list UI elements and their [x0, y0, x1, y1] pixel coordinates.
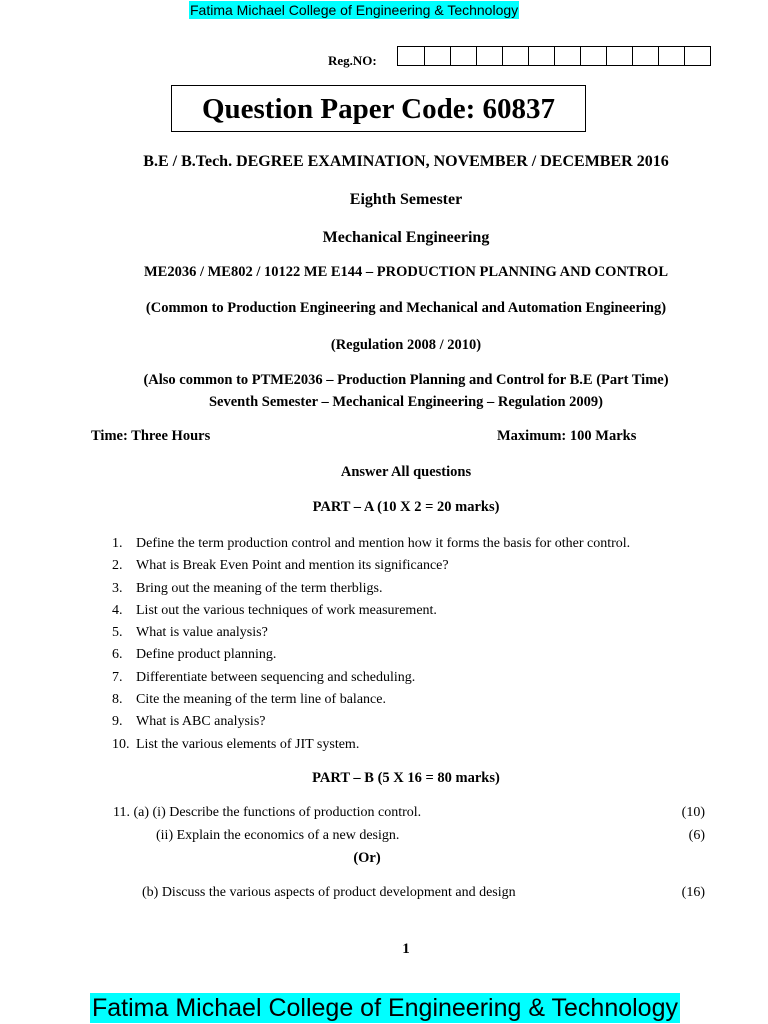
- question-11a-i: 11. (a) (i) Describe the functions of production control.: [113, 805, 422, 820]
- reg-no-box: [450, 46, 477, 66]
- department: Mechanical Engineering: [322, 229, 490, 246]
- footer-banner: Fatima Michael College of Engineering & Technology: [92, 994, 678, 1022]
- question-11a-i-marks: (10): [681, 805, 705, 820]
- exam-duration: Time: Three Hours: [91, 428, 211, 444]
- header-banner: Fatima Michael College of Engineering & Technology: [190, 2, 519, 18]
- reg-no-box: [658, 46, 685, 66]
- reg-no-box: [397, 46, 425, 66]
- common-to: (Common to Production Engineering and Mechanical and Automation Engineering): [145, 300, 667, 316]
- list-item: 7. Differentiate between sequencing and scheduling.: [112, 669, 416, 685]
- question-11b-marks: (16): [681, 885, 705, 900]
- reg-no-box: [476, 46, 503, 66]
- maximum-marks: Maximum: 100 Marks: [497, 428, 637, 444]
- list-item: 5. What is value analysis?: [112, 625, 268, 641]
- regulation: (Regulation 2008 / 2010): [330, 337, 482, 353]
- course-title: ME2036 / ME802 / 10122 ME E144 – PRODUCTION PLANNING AND CONTROL: [143, 264, 669, 280]
- list-item: 4. List out the various techniques of work measurement.: [112, 602, 437, 618]
- instruction: Answer All questions: [340, 464, 472, 480]
- reg-no-box: [684, 46, 711, 66]
- reg-no-box: [554, 46, 581, 66]
- reg-no-boxes: [397, 46, 711, 66]
- reg-no-box: [580, 46, 607, 66]
- list-item: 9. What is ABC analysis?: [112, 714, 266, 730]
- page-number: 1: [402, 941, 410, 957]
- exam-title: B.E / B.Tech. DEGREE EXAMINATION, NOVEMBER / DECEMBER 2016: [143, 153, 669, 170]
- part-b-title: PART – B (5 X 16 = 80 marks): [312, 770, 500, 786]
- reg-no-box: [632, 46, 659, 66]
- list-item: 2. What is Break Even Point and mention its significance?: [112, 558, 449, 574]
- list-item: 1. Define the term production control and mention how it forms the basis for other control.: [112, 536, 631, 551]
- reg-no-label: Reg.NO:: [328, 53, 377, 68]
- reg-no-box: [528, 46, 555, 66]
- question-11b: (b) Discuss the various aspects of product development and design: [142, 885, 516, 900]
- part-a-question-list: [112, 535, 630, 758]
- question-11a-ii: (ii) Explain the economics of a new design.: [156, 828, 400, 843]
- question-paper-code: Question Paper Code: 60837: [171, 85, 586, 132]
- reg-no-box: [424, 46, 451, 66]
- semester: Eighth Semester: [349, 191, 463, 208]
- reg-no-box: [606, 46, 633, 66]
- list-item: 6. Define product planning.: [112, 647, 277, 663]
- list-item: 3. Bring out the meaning of the term therbligs.: [112, 580, 383, 596]
- also-common-line1: (Also common to PTME2036 – Production Planning and Control for B.E (Part Time): [143, 372, 669, 388]
- also-common-line2: Seventh Semester – Mechanical Engineering – Regulation 2009): [208, 394, 604, 410]
- list-item: 10. List the various elements of JIT system.: [112, 736, 360, 752]
- question-11a-ii-marks: (6): [688, 828, 705, 843]
- reg-no-box: [502, 46, 529, 66]
- or-separator: (Or): [353, 850, 381, 866]
- list-item: 8. Cite the meaning of the term line of balance.: [112, 692, 386, 708]
- part-a-title: PART – A (10 X 2 = 20 marks): [312, 499, 500, 515]
